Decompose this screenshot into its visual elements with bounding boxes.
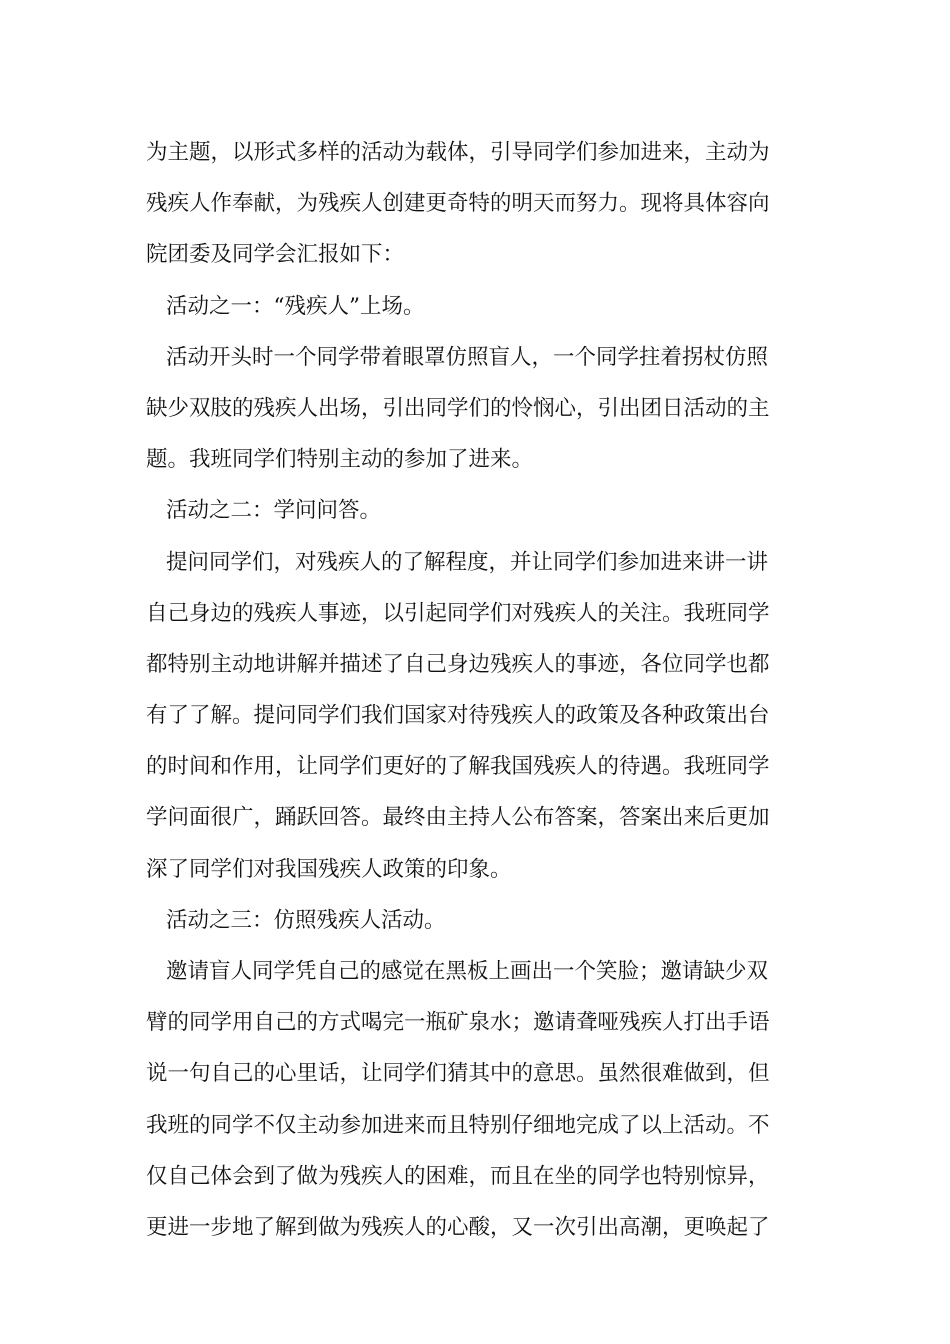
text-line: 活动之二：学问问答。 [166,498,382,524]
text-line: 更进一步地了解到做为残疾人的心酸，又一次引出高潮，更唤起了 [146,1214,770,1240]
text-line: 缺少双肢的残疾人出场，引出同学们的怜悯心，引出团日活动的主 [146,395,770,421]
text-line: 题。我班同学们特别主动的参加了进来。 [146,447,534,473]
text-line: 活动开头时一个同学带着眼罩仿照盲人，一个同学拄着拐杖仿照 [166,344,769,370]
text-line: 院团委及同学会汇报如下： [146,242,405,268]
text-line: 说一句自己的心里话，让同学们猜其中的意思。虽然很难做到，但 [146,1061,770,1087]
text-line: 为主题，以形式多样的活动为载体，引导同学们参加进来，主动为 [146,140,770,165]
text-line: 深了同学们对我国残疾人政策的印象。 [146,856,512,882]
text-line: 臂的同学用自己的方式喝完一瓶矿泉水；邀请聋哑残疾人打出手语 [146,1010,770,1036]
text-line: 活动之三：仿照残疾人活动。 [166,907,446,933]
text-line: 提问同学们，对残疾人的了解程度，并让同学们参加进来讲一讲 [166,549,769,575]
text-line: 残疾人作奉献，为残疾人创建更奇特的明天而努力。现将具体容向 [146,191,770,217]
text-line: 学问面很广，踊跃回答。最终由主持人公布答案，答案出来后更加 [146,805,770,831]
text-line: 都特别主动地讲解并描述了自己身边残疾人的事迹，各位同学也都 [146,651,770,677]
text-line: 邀请盲人同学凭自己的感觉在黑板上画出一个笑脸；邀请缺少双 [166,959,769,984]
text-line: 仅自己体会到了做为残疾人的困难，而且在坐的同学也特别惊异， [146,1163,770,1189]
text-line: 我班的同学不仅主动参加进来而且特别仔细地完成了以上活动。不 [146,1112,770,1138]
body-text [146,127,811,1253]
text-line: 自己身边的残疾人事迹，以引起同学们对残疾人的关注。我班同学 [146,600,770,626]
text-line: 有了了解。提问同学们我们国家对待残疾人的政策及各种政策出台 [146,703,770,729]
text-line: 的时间和作用，让同学们更好的了解我国残疾人的待遇。我班同学 [146,754,770,780]
text-line: 活动之一：“残疾人”上场。 [166,293,425,319]
